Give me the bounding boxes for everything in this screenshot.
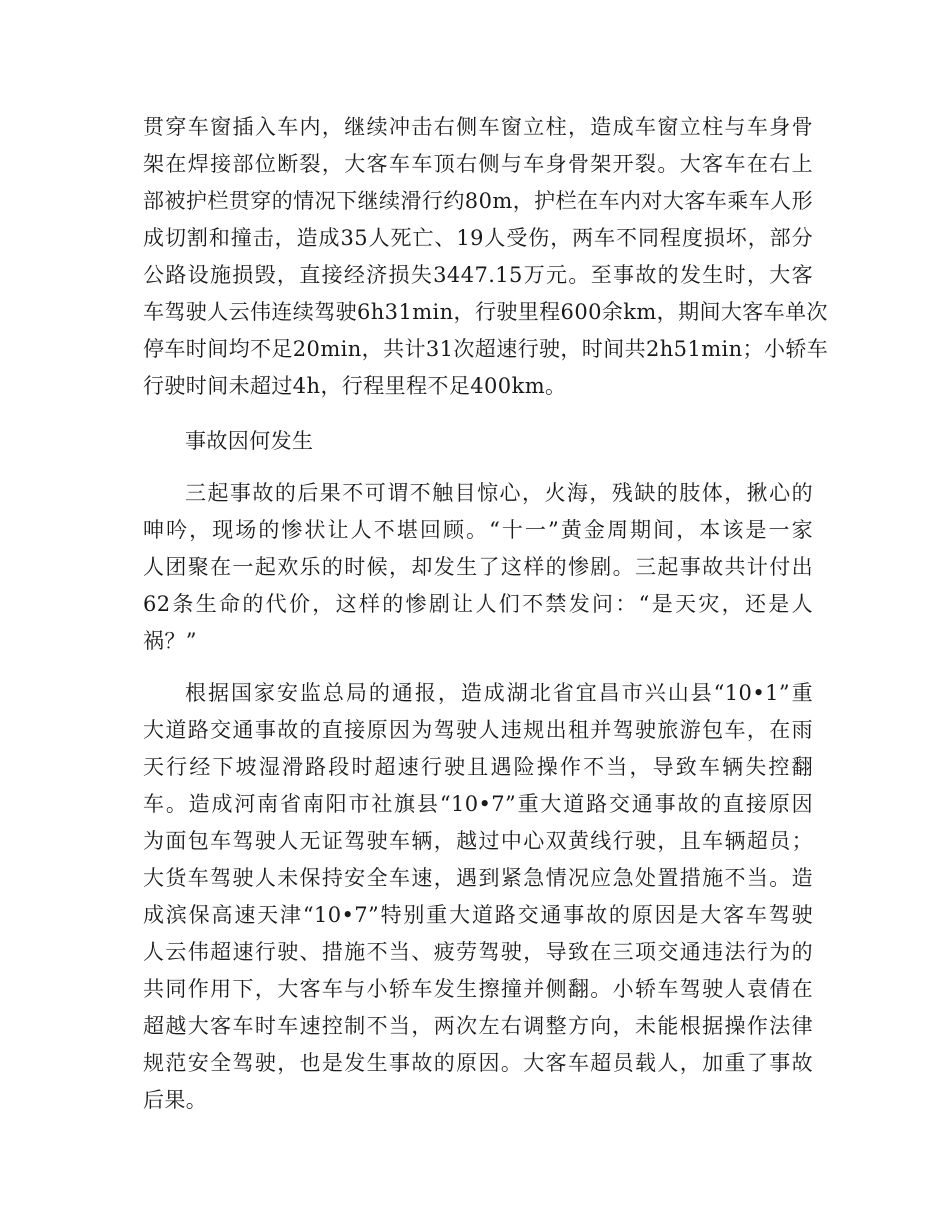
paragraph-line: 部被护栏贯穿的情况下继续滑行约80m，护栏在车内对大客车乘车人形	[143, 189, 813, 213]
paragraph-line: 停车时间均不足20min，共计31次超速行驶，时间共2h51min；小轿车	[143, 337, 829, 361]
paragraph-line: 共同作用下，大客车与小轿车发生擦撞并侧翻。小轿车驾驶人袁倩在	[143, 977, 813, 1001]
paragraph-line: 呻吟，现场的惨状让人不堪回顾。“十一”黄金周期间，本该是一家	[143, 518, 813, 542]
paragraph-line: 为面包车驾驶人无证驾驶车辆，越过中心双黄线行驶，且车辆超员；	[143, 829, 813, 853]
paragraph-line: 车。造成河南省南阳市社旗县“10•7”重大道路交通事故的直接原因	[143, 792, 813, 816]
paragraph-line: 天行经下坡湿滑路段时超速行驶且遇险操作不当，导致车辆失控翻	[143, 755, 813, 779]
paragraph-line: 三起事故的后果不可谓不触目惊心，火海，残缺的肢体，揪心的	[185, 481, 813, 505]
paragraph-line: 超越大客车时车速控制不当，两次左右调整方向，未能根据操作法律	[143, 1014, 813, 1038]
paragraph-line: 人云伟超速行驶、措施不当、疲劳驾驶，导致在三项交通违法行为的	[143, 940, 813, 964]
paragraph-line: 大道路交通事故的直接原因为驾驶人违规出租并驾驶旅游包车，在雨	[143, 718, 813, 742]
section-heading: 事故因何发生	[185, 429, 314, 453]
paragraph-line: 行驶时间未超过4h，行程里程不足400km。	[143, 374, 567, 398]
paragraph-line: 公路设施损毁，直接经济损失3447.15万元。至事故的发生时，大客	[143, 263, 813, 287]
paragraph-line: 根据国家安监总局的通报，造成湖北省宜昌市兴山县“10•1”重	[185, 681, 813, 705]
paragraph-line: 规范安全驾驶，也是发生事故的原因。大客车超员载人，加重了事故	[143, 1051, 813, 1075]
paragraph-line: 成切割和撞击，造成35人死亡、19人受伤，两车不同程度损坏，部分	[143, 226, 813, 250]
paragraph-line: 祸？”	[143, 629, 197, 653]
paragraph-line: 架在焊接部位断裂，大客车车顶右侧与车身骨架开裂。大客车在右上	[143, 152, 813, 176]
paragraph-line: 贯穿车窗插入车内，继续冲击右侧车窗立柱，造成车窗立柱与车身骨	[143, 115, 813, 139]
paragraph-line: 车驾驶人云伟连续驾驶6h31min，行驶里程600余km，期间大客车单次	[143, 300, 828, 324]
paragraph-line: 成滨保高速天津“10•7”特别重大道路交通事故的原因是大客车驾驶	[143, 903, 813, 927]
paragraph-line: 62条生命的代价，这样的惨剧让人们不禁发问：“是天灾，还是人	[143, 592, 813, 616]
paragraph-line: 人团聚在一起欢乐的时候，却发生了这样的惨剧。三起事故共计付出	[143, 555, 813, 579]
paragraph-line: 后果。	[143, 1088, 208, 1112]
paragraph-line: 大货车驾驶人未保持安全车速，遇到紧急情况应急处置措施不当。造	[143, 866, 813, 890]
